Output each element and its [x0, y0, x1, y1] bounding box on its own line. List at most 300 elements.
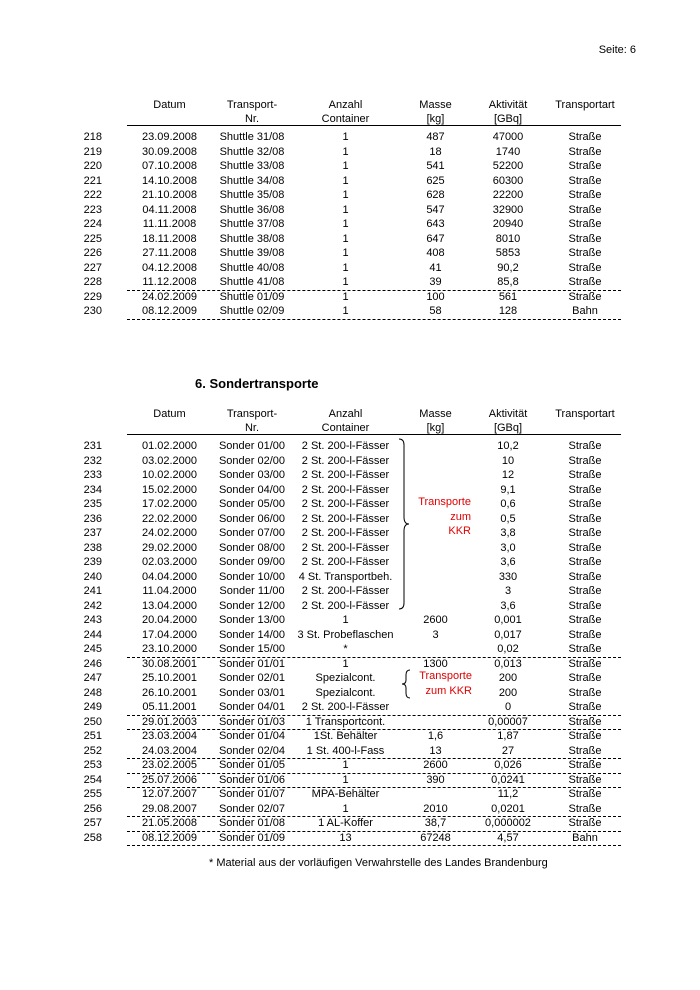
table-row [0, 555, 700, 570]
table-row [0, 261, 700, 276]
cell-transportart: Bahn [572, 305, 598, 317]
row-number: 241 [83, 585, 102, 597]
cell-aktivitaet: 561 [498, 290, 518, 303]
table-row [0, 787, 700, 802]
table-row [0, 570, 700, 585]
cell-transport-nr: Sonder 09/00 [218, 556, 286, 568]
table-row [0, 671, 700, 686]
cell-anzahl: 1 [342, 189, 349, 201]
row-number: 238 [83, 541, 102, 554]
row-number: 221 [83, 174, 102, 187]
cell-anzahl: Spezialcont. [315, 686, 376, 699]
cell-transport-nr: Sonder 11/00 [219, 585, 285, 597]
cell-anzahl: 2 St. 200-l-Fässer [301, 498, 390, 510]
row-number: 237 [83, 527, 102, 539]
cell-aktivitaet: 0,5 [500, 512, 516, 525]
table-row [0, 304, 700, 319]
cell-anzahl: 1 [342, 261, 349, 274]
cell-datum: 17.02.2000 [141, 498, 198, 510]
row-number: 247 [83, 672, 102, 684]
cell-aktivitaet: 0,00007 [488, 715, 528, 728]
cell-transport-nr: Sonder 01/06 [218, 773, 286, 786]
row-number: 244 [83, 628, 102, 641]
row-number: 231 [83, 440, 102, 452]
cell-transport-nr: Sonder 07/00 [218, 527, 286, 539]
cell-anzahl: 3 St. Probeflaschen [297, 628, 394, 641]
row-number: 240 [83, 570, 102, 583]
cell-aktivitaet: 0,02 [497, 643, 519, 655]
table-row [0, 217, 700, 232]
cell-aktivitaet: 3 [504, 585, 512, 597]
cell-aktivitaet: 12 [501, 469, 515, 481]
cell-transportart: Straße [568, 599, 602, 612]
cell-datum: 05.11.2001 [142, 701, 197, 713]
table-row [0, 599, 700, 614]
table-row [0, 642, 700, 657]
table-row [0, 468, 700, 483]
cell-transport-nr: Sonder 04/01 [218, 701, 286, 713]
table-row [0, 686, 700, 701]
table-row [0, 541, 700, 556]
cell-transportart: Straße [568, 759, 602, 771]
cell-datum: 18.11.2008 [142, 232, 197, 245]
cell-transportart: Straße [568, 817, 602, 829]
row-number: 243 [83, 614, 102, 626]
table-row [0, 454, 700, 469]
cell-datum: 23.10.2000 [141, 643, 198, 655]
cell-transport-nr: Shuttle 31/08 [219, 131, 285, 143]
cell-aktivitaet: 52200 [492, 160, 524, 172]
cell-transport-nr: Sonder 12/00 [218, 599, 286, 612]
cell-datum: 11.04.2000 [142, 585, 197, 597]
cell-transport-nr: Sonder 01/03 [218, 715, 286, 728]
cell-datum: 25.10.2001 [141, 672, 198, 684]
cell-masse: 625 [426, 174, 445, 187]
cell-transportart: Straße [568, 541, 602, 554]
table-row [0, 439, 700, 454]
cell-datum: 08.12.2009 [141, 305, 198, 317]
table-row [0, 174, 700, 189]
row-number: 239 [83, 556, 102, 568]
cell-aktivitaet: 3,6 [500, 556, 516, 568]
cell-masse: 487 [426, 131, 445, 143]
table-row [0, 657, 700, 672]
row-number: 235 [83, 498, 102, 510]
cell-aktivitaet: 0,6 [500, 498, 516, 510]
cell-transport-nr: Shuttle 41/08 [219, 276, 285, 288]
cell-aktivitaet: 47000 [492, 131, 524, 143]
cell-masse: 100 [426, 290, 445, 303]
cell-transport-nr: Sonder 10/00 [218, 570, 286, 583]
cell-anzahl: * [343, 643, 348, 655]
cell-transport-nr: Sonder 02/01 [218, 672, 286, 684]
cell-transport-nr: Sonder 08/00 [218, 541, 286, 554]
cell-datum: 24.02.2009 [141, 290, 198, 303]
cell-transportart: Straße [568, 614, 602, 626]
cell-anzahl: 1 AL-Koffer [318, 817, 373, 829]
cell-transportart: Straße [568, 469, 602, 481]
cell-transportart: Straße [568, 788, 602, 800]
cell-anzahl: MPA-Behälter [311, 788, 380, 800]
cell-anzahl: 1 [342, 657, 349, 670]
cell-datum: 03.02.2000 [141, 454, 198, 467]
cell-anzahl: 1 [342, 145, 349, 158]
cell-masse: 13 [429, 744, 442, 757]
cell-transport-nr: Sonder 05/00 [218, 498, 286, 510]
cell-transportart: Straße [568, 715, 602, 728]
cell-masse: 67248 [420, 831, 451, 844]
cell-datum: 20.04.2000 [141, 614, 198, 626]
cell-anzahl: 1 St. 400-l-Fass [306, 744, 385, 757]
cell-aktivitaet: 9,1 [500, 483, 516, 496]
cell-transportart: Straße [568, 802, 602, 815]
cell-anzahl: 2 St. 200-l-Fässer [301, 527, 390, 539]
cell-aktivitaet: 10,2 [497, 440, 519, 452]
table-row [0, 700, 700, 715]
cell-transportart: Straße [568, 160, 602, 172]
cell-anzahl: 2 St. 200-l-Fässer [301, 701, 390, 713]
cell-transport-nr: Sonder 02/04 [218, 744, 286, 757]
cell-masse: 628 [426, 189, 445, 201]
cell-datum: 30.09.2008 [141, 145, 198, 158]
cell-transport-nr: Sonder 13/00 [218, 614, 286, 626]
table-row [0, 497, 700, 512]
cell-aktivitaet: 27 [501, 744, 515, 757]
cell-datum: 29.08.2007 [141, 802, 198, 815]
table-body [0, 439, 700, 845]
cell-aktivitaet: 1,87 [497, 730, 519, 742]
table-row [0, 246, 700, 261]
cell-datum: 24.02.2000 [141, 527, 198, 539]
cell-datum: 25.07.2006 [141, 773, 198, 786]
cell-anzahl: 1 [342, 759, 349, 771]
header-anzahl: Anzahl Container [321, 99, 370, 125]
cell-datum: 14.10.2008 [141, 174, 198, 187]
cell-aktivitaet: 0,0241 [491, 773, 525, 786]
cell-datum: 30.08.2001 [141, 657, 198, 670]
cell-transportart: Straße [568, 643, 602, 655]
cell-datum: 02.03.2000 [141, 556, 198, 568]
cell-aktivitaet: 0,017 [494, 628, 522, 641]
cell-transportart: Straße [568, 131, 602, 143]
cell-transport-nr: Sonder 04/00 [218, 483, 286, 496]
cell-transport-nr: Sonder 01/04 [218, 730, 286, 742]
cell-aktivitaet: 11,2 [497, 788, 519, 800]
table-row [0, 130, 700, 145]
cell-transportart: Straße [568, 290, 602, 303]
header-anzahl: Anzahl Container [321, 408, 370, 434]
cell-transportart: Bahn [572, 831, 598, 844]
row-number: 229 [83, 290, 102, 303]
header-datum: Datum [153, 408, 186, 420]
row-number: 219 [83, 145, 102, 158]
cell-anzahl: 1 [342, 131, 349, 143]
cell-transport-nr: Sonder 01/00 [218, 440, 286, 452]
cell-datum: 04.04.2000 [141, 570, 198, 583]
table-row [0, 613, 700, 628]
cell-aktivitaet: 128 [498, 305, 518, 317]
cell-transportart: Straße [568, 730, 602, 742]
cell-datum: 29.02.2000 [141, 541, 198, 554]
cell-masse: 38,7 [424, 817, 447, 829]
cell-transport-nr: Sonder 15/00 [218, 643, 286, 655]
cell-transport-nr: Shuttle 01/09 [219, 290, 285, 303]
row-number: 230 [83, 305, 102, 317]
row-number: 218 [83, 131, 102, 143]
cell-anzahl: 4 St. Transportbeh. [298, 570, 393, 583]
cell-transport-nr: Shuttle 02/09 [219, 305, 285, 317]
cell-aktivitaet: 200 [498, 686, 518, 699]
cell-aktivitaet: 3,0 [500, 541, 516, 554]
header-aktivitaet: Aktivität [GBq] [488, 99, 528, 125]
table-row [0, 628, 700, 643]
cell-datum: 21.05.2008 [141, 817, 198, 829]
cell-transportart: Straße [568, 701, 602, 713]
cell-aktivitaet: 22200 [492, 189, 524, 201]
row-number: 254 [83, 773, 102, 786]
cell-aktivitaet: 8010 [495, 232, 521, 245]
cell-anzahl: Spezialcont. [315, 672, 376, 684]
cell-aktivitaet: 0,013 [494, 657, 522, 670]
cell-datum: 22.02.2000 [141, 512, 198, 525]
row-number: 255 [83, 788, 102, 800]
sondertransporte-table [0, 407, 700, 845]
header-rule [127, 434, 621, 435]
row-number: 245 [83, 643, 102, 655]
row-number: 223 [83, 203, 102, 216]
page-number: Seite: 6 [598, 44, 636, 56]
table-row [0, 773, 700, 788]
cell-datum: 04.12.2008 [141, 261, 198, 274]
cell-transportart: Straße [568, 672, 602, 684]
cell-transportart: Straße [568, 585, 602, 597]
header-aktivitaet: Aktivität [GBq] [488, 408, 528, 434]
cell-aktivitaet: 85,8 [497, 276, 519, 288]
table-row [0, 483, 700, 498]
table-row [0, 203, 700, 218]
cell-anzahl: 2 St. 200-l-Fässer [301, 585, 390, 597]
cell-transport-nr: Sonder 06/00 [218, 512, 286, 525]
cell-anzahl: 1 [342, 290, 349, 303]
cell-transportart: Straße [568, 145, 602, 158]
cell-anzahl: 1 [342, 614, 349, 626]
cell-transportart: Straße [568, 189, 602, 201]
cell-datum: 27.11.2008 [142, 247, 197, 259]
cell-anzahl: 1 [342, 276, 349, 288]
cell-datum: 21.10.2008 [141, 189, 198, 201]
row-number: 222 [83, 189, 102, 201]
cell-masse: 41 [429, 261, 442, 274]
cell-aktivitaet: 330 [498, 570, 518, 583]
row-number: 257 [83, 817, 102, 829]
cell-masse: 2600 [423, 759, 448, 771]
row-number: 232 [83, 454, 102, 467]
cell-anzahl: 2 St. 200-l-Fässer [301, 469, 390, 481]
row-number: 242 [83, 599, 102, 612]
cell-aktivitaet: 200 [498, 672, 518, 684]
cell-masse: 643 [426, 218, 445, 230]
cell-datum: 24.03.2004 [141, 744, 198, 757]
table-body [0, 130, 700, 319]
cell-aktivitaet: 90,2 [497, 261, 519, 274]
row-number: 252 [83, 744, 102, 757]
cell-transport-nr: Sonder 01/09 [218, 831, 286, 844]
cell-aktivitaet: 10 [501, 454, 515, 467]
cell-transport-nr: Shuttle 40/08 [219, 261, 285, 274]
cell-transportart: Straße [568, 174, 602, 187]
row-number: 251 [83, 730, 102, 742]
section-title: 6. Sondertransporte [195, 376, 319, 391]
cell-datum: 15.02.2000 [141, 483, 198, 496]
cell-anzahl: 1 [342, 160, 349, 172]
cell-anzahl: 2 St. 200-l-Fässer [301, 440, 390, 452]
row-number: 234 [83, 483, 102, 496]
cell-transportart: Straße [568, 686, 602, 699]
cell-datum: 29.01.2003 [141, 715, 198, 728]
cell-anzahl: 1 [342, 174, 349, 187]
cell-transport-nr: Shuttle 39/08 [219, 247, 285, 259]
table-row [0, 188, 700, 203]
cell-datum: 13.04.2000 [141, 599, 198, 612]
cell-aktivitaet: 60300 [492, 174, 524, 187]
cell-aktivitaet: 4,57 [497, 831, 519, 844]
header-masse: Masse [kg] [419, 408, 452, 434]
cell-datum: 08.12.2009 [141, 831, 198, 844]
table-row [0, 512, 700, 527]
shuttle-table [0, 98, 700, 319]
cell-masse: 3 [432, 628, 439, 641]
cell-aktivitaet: 0,026 [494, 759, 522, 771]
cell-masse: 39 [429, 276, 442, 288]
cell-transportart: Straße [568, 261, 602, 274]
cell-aktivitaet: 0,000002 [485, 817, 531, 829]
cell-transportart: Straße [568, 556, 602, 568]
header-transport: Transport- Nr. [226, 99, 278, 125]
annotation-kkr-1: Transporte zum KKR [418, 496, 471, 537]
row-number: 250 [83, 715, 102, 728]
annotation-kkr-2: Transporte zum KKR [419, 670, 472, 697]
cell-anzahl: 1 Transportcont. [305, 715, 386, 728]
header-transportart: Transportart [555, 408, 615, 420]
cell-masse: 541 [426, 160, 445, 172]
row-number: 226 [83, 247, 102, 259]
cell-datum: 10.02.2000 [141, 469, 198, 481]
row-number: 256 [83, 802, 102, 815]
cell-anzahl: 13 [339, 831, 352, 844]
row-number: 253 [83, 759, 102, 771]
table-row [0, 526, 700, 541]
cell-anzahl: 2 St. 200-l-Fässer [301, 556, 390, 568]
cell-datum: 11.12.2008 [142, 276, 197, 288]
cell-transportart: Straße [568, 657, 602, 670]
cell-transportart: Straße [568, 570, 602, 583]
cell-anzahl: 1 [342, 218, 349, 230]
cell-transport-nr: Sonder 01/08 [218, 817, 286, 829]
cell-transportart: Straße [568, 628, 602, 641]
row-number: 228 [83, 276, 102, 288]
table-row [0, 802, 700, 817]
table-row [0, 729, 700, 744]
cell-transport-nr: Sonder 03/01 [218, 686, 286, 699]
cell-anzahl: 1 [342, 305, 349, 317]
table-row [0, 816, 700, 831]
cell-transportart: Straße [568, 247, 602, 259]
cell-anzahl: 2 St. 200-l-Fässer [301, 599, 390, 612]
cell-masse: 2600 [423, 614, 448, 626]
header-masse: Masse [kg] [419, 99, 452, 125]
cell-anzahl: 2 St. 200-l-Fässer [301, 483, 390, 496]
cell-anzahl: 2 St. 200-l-Fässer [301, 541, 390, 554]
cell-aktivitaet: 20940 [492, 218, 524, 230]
cell-transport-nr: Shuttle 36/08 [219, 203, 285, 216]
cell-anzahl: 2 St. 200-l-Fässer [301, 512, 390, 525]
cell-anzahl: 1 [342, 802, 349, 815]
table-row [0, 159, 700, 174]
cell-masse: 58 [429, 305, 442, 317]
cell-masse: 547 [426, 203, 445, 216]
cell-transportart: Straße [568, 527, 602, 539]
row-number: 236 [83, 512, 102, 525]
cell-datum: 23.09.2008 [141, 131, 198, 143]
cell-transport-nr: Sonder 02/07 [218, 802, 286, 815]
cell-transportart: Straße [568, 232, 602, 245]
row-number: 227 [83, 261, 102, 274]
table-row [0, 744, 700, 759]
row-number: 220 [83, 160, 102, 172]
cell-transport-nr: Shuttle 38/08 [219, 232, 285, 245]
cell-transport-nr: Sonder 14/00 [218, 628, 286, 641]
cell-transport-nr: Sonder 01/07 [218, 788, 286, 800]
header-transport: Transport- Nr. [226, 408, 278, 434]
cell-transport-nr: Sonder 01/05 [218, 759, 286, 771]
cell-anzahl: 1St. Behälter [313, 730, 378, 742]
cell-aktivitaet: 1740 [495, 145, 521, 158]
cell-datum: 17.04.2000 [141, 628, 198, 641]
cell-datum: 23.03.2004 [141, 730, 198, 742]
cell-masse: 18 [429, 145, 442, 158]
row-number: 249 [83, 701, 102, 713]
cell-transport-nr: Shuttle 35/08 [219, 189, 285, 201]
cell-transport-nr: Shuttle 34/08 [219, 174, 285, 187]
header-rule [127, 125, 621, 126]
table-row [0, 715, 700, 730]
cell-aktivitaet: 3,6 [500, 599, 516, 612]
cell-transportart: Straße [568, 276, 602, 288]
cell-datum: 11.11.2008 [142, 218, 197, 230]
cell-anzahl: 1 [342, 203, 349, 216]
cell-transportart: Straße [568, 512, 602, 525]
cell-datum: 26.10.2001 [141, 686, 198, 699]
cell-masse: 390 [426, 773, 445, 786]
cell-transport-nr: Sonder 01/01 [218, 657, 286, 670]
cell-transport-nr: Sonder 02/00 [218, 454, 286, 467]
cell-transportart: Straße [568, 203, 602, 216]
cell-aktivitaet: 5853 [495, 247, 521, 259]
row-number: 246 [83, 657, 102, 670]
cell-datum: 01.02.2000 [141, 440, 198, 452]
footnote: * Material aus der vorläufigen Verwahrstelle des Landes Brandenburg [209, 857, 548, 869]
row-number: 233 [83, 469, 102, 481]
cell-transportart: Straße [568, 454, 602, 467]
cell-transport-nr: Shuttle 37/08 [219, 218, 285, 230]
table-row [0, 831, 700, 846]
row-number: 224 [83, 218, 102, 230]
cell-masse: 647 [426, 232, 445, 245]
cell-aktivitaet: 32900 [492, 203, 524, 216]
header-transportart: Transportart [555, 99, 615, 111]
cell-datum: 07.10.2008 [141, 160, 198, 172]
row-number: 258 [83, 831, 102, 844]
